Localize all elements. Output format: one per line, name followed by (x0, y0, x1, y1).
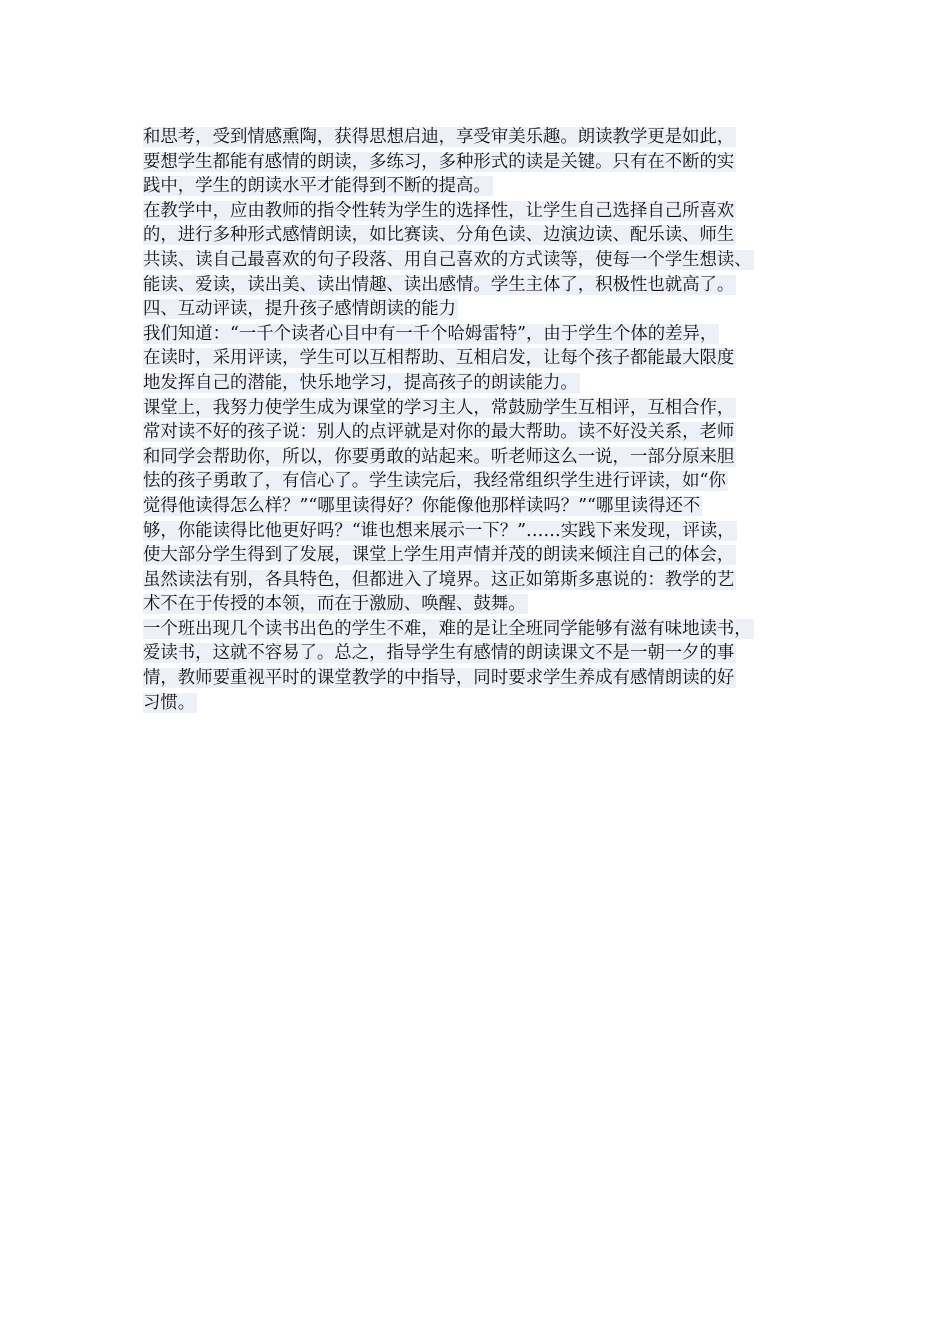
text-line-content: 术不在于传授的本领，而在于激励、唤醒、鼓舞。 (143, 594, 526, 615)
text-line (143, 641, 833, 666)
text-line-content: 一个班出现几个读书出色的学生不难，难的是让全班同学能够有滋有味地读书， (143, 618, 752, 639)
text-line-content: 我们知道：“一千个读者心目中有一千个哈姆雷特”，由于学生个体的差异， (143, 323, 718, 344)
text-line (143, 617, 833, 642)
text-line-content: 在教学中，应由教师的指令性转为学生的选择性，让学生自己选择自己所喜欢 (143, 200, 735, 221)
text-line-content: 使大部分学生得到了发展，课堂上学生用声情并茂的朗读来倾注自己的体会， (143, 545, 735, 566)
text-line-content: 共读、读自己最喜欢的句子段落、用自己喜欢的方式读等，使每一个学生想读、 (143, 249, 752, 270)
text-line (143, 592, 833, 617)
text-line (143, 396, 833, 421)
text-line (143, 666, 833, 691)
text-line-content: 要想学生都能有感情的朗读，多练习，多种形式的读是关键。只有在不断的实 (143, 151, 735, 172)
text-line (143, 445, 833, 470)
text-line-content: 常对读不好的孩子说：别人的点评就是对你的最大帮助。读不好没关系，老师 (143, 422, 735, 443)
text-line (143, 543, 833, 568)
text-line-content: 和同学会帮助你，所以，你要勇敢的站起来。听老师这么一说，一部分原来胆 (143, 446, 735, 467)
text-line-content: 觉得他读得怎么样？”“哪里读得好？你能像他那样读吗？”“哪里读得还不 (143, 495, 701, 516)
text-line (143, 248, 833, 273)
section-heading (143, 297, 833, 322)
text-line-content: 在读时，采用评读，学生可以互相帮助、互相启发，让每个孩子都能最大限度 (143, 348, 735, 369)
text-line (143, 568, 833, 593)
text-line-content: 怯的孩子勇敢了，有信心了。学生读完后，我经常组织学生进行评读，如“你 (143, 471, 726, 492)
text-line (143, 469, 833, 494)
text-line (143, 494, 833, 519)
text-line-content: 践中，学生的朗读水平才能得到不断的提高。 (143, 176, 491, 197)
section-heading-text: 四、互动评读，提升孩子感情朗读的能力 (143, 299, 457, 320)
text-line-content: 课堂上，我努力使学生成为课堂的学习主人，常鼓励学生互相评，互相合作， (143, 397, 735, 418)
text-line-content: 的，进行多种形式感情朗读，如比赛读、分角色读、边演边读、配乐读、师生 (143, 225, 735, 246)
text-line (143, 223, 833, 248)
text-line-content: 地发挥自己的潜能，快乐地学习，提高孩子的朗读能力。 (143, 372, 578, 393)
text-line-content: 爱读书，这就不容易了。总之，指导学生有感情的朗读课文不是一朝一夕的事 (143, 643, 735, 664)
text-line-content: 和思考，受到情感熏陶，获得思想启迪，享受审美乐趣。朗读教学更是如此， (143, 127, 735, 147)
text-line-content: 够，你能读得比他更好吗？“谁也想来展示一下？”……实践下来发现，评读， (143, 520, 735, 541)
text-line (143, 691, 833, 716)
text-line (143, 519, 833, 544)
text-line (143, 420, 833, 445)
text-line-content: 情，教师要重视平时的课堂教学的中指导，同时要求学生养成有感情朗读的好 (143, 668, 735, 689)
text-line (143, 125, 833, 150)
text-line (143, 199, 833, 224)
text-line (143, 273, 833, 298)
document-body (143, 125, 833, 715)
text-line-content: 习惯。 (143, 692, 196, 713)
text-line (143, 322, 833, 347)
text-line (143, 346, 833, 371)
text-line-content: 能读、爱读，读出美、读出情趣、读出感情。学生主体了，积极性也就高了。 (143, 274, 735, 295)
text-line-content: 虽然读法有别，各具特色，但都进入了境界。这正如第斯多惠说的：教学的艺 (143, 569, 735, 590)
text-line (143, 371, 833, 396)
text-line (143, 174, 833, 199)
text-line (143, 150, 833, 175)
